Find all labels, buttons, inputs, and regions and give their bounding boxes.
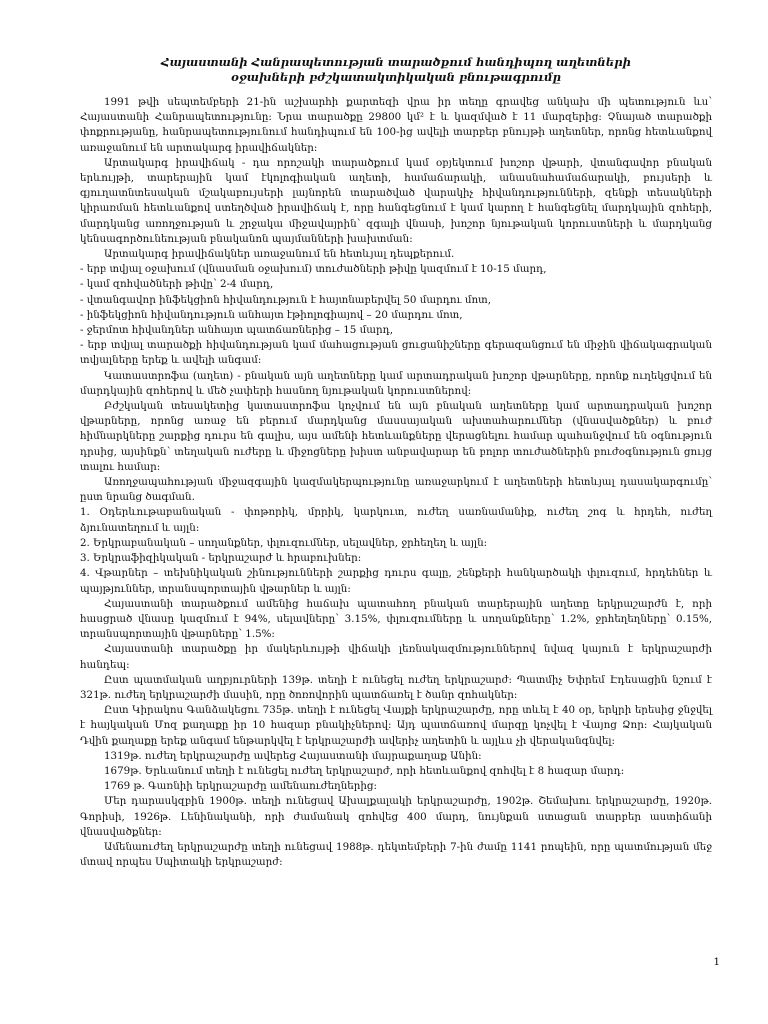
- document-body: [80, 95, 712, 870]
- paragraph: Կատաստրոֆա (աղետ) - բնական այն աղետները կամ արտադրական խոշոր վթարները, որոնք ուղեկցվում են մարդկային զոհերով և մեծ չափերի հասնող նյութական կորուստներով:: [80, 369, 712, 397]
- paragraph: 3. Երկրաֆիզիկական - երկրաշարժ և հրաբուխներ:: [80, 552, 362, 565]
- paragraph: 1991 թվի սեպտեմբերի 21-ին աշխարհի քարտեզի վրա իր տեղը գրավեց անկախ մի պետություն ևս՝ Հայաստանի Հանրապետությունը: Նրա տարածքը 29800 կմ² է և կազմված է 11 մարզերից: Չնայած տարածքի փոքրությանը, հանրապետությունում հանդիպում են 100-ից ավելի տարբեր բնույթի աղետներ, որոնց հետևանքով առաջանում են արտակարգ իրավիճակներ:: [80, 96, 712, 154]
- paragraph: Ամենաուժեղ երկրաշարժը տեղի ունեցավ 1988թ. դեկտեմբերի 7-ին ժամը 1141 րոպեին, որը պատմության մեջ մտավ որպես Սպիտակի երկրաշարժ:: [80, 840, 712, 869]
- paragraph: Բժշկական տեսակետից կատաստրոֆա կոչվում են այն բնական աղետները կամ արտադրական խոշոր վթարները, որոնց առաջ են բերում մարդկանց մասսայական ախտահարումներ (վնասվածքներ) և բուժ հիմնարկները շարքից դուրս են գալիս, այս ամենի հետևանքները վերացնելու համար պահանջվում են օգնություն դրսից, այսինքն՝ տեղական ուժերը և միջոցները խիստ անբավարար են բոլոր տուժածներին բուժօգնություն ցույց տալու համար:: [80, 400, 712, 473]
- paragraph: 1319թ. ուժեղ երկրաշարժը ավերեց Հայաստանի մայրաքաղաք Անին:: [104, 749, 482, 762]
- page-number: 1: [713, 956, 720, 968]
- paragraph: 1. Օդերևութաբանական - փոթորիկ, մրրիկ, կարկուտ, ուժեղ սառնամանիք, ուժեղ շոգ և հրդեհ, ուժեղ ձյունատեղում և այլն:: [80, 506, 712, 534]
- paragraph: Ըստ պատմական աղբյուրների 139թ. տեղի է ունեցել ուժեղ երկրաշարժ: Պատմիչ Եփրեմ Էդեսացին նշում է 321թ. ուժեղ երկրաշարժի մասին, որը ծոռովորին պատճառել է ծանր զոհակներ:: [80, 673, 712, 701]
- paragraph: - վտանգավոր ինֆեկցիոն հիվանդություն է հայտնաբերվել 50 մարդու մոտ,: [80, 293, 492, 306]
- title-line-1: Հայաստանի Հանրապետության տարածքում հանդիպող աղետների: [161, 55, 631, 69]
- paragraph: Մեր դարասկզբին 1900թ. տեղի ունեցավ Ախալքալակի երկրաշարժը, 1902թ. Շեմախու երկրաշարժը, 1920թ. Գորիսի, 1926թ. Լենինականի, որի ժամանակ զոհվեց 400 մարդ, նույնքան ստացան տարբեր աստիճանի վնասվածքներ:: [80, 795, 712, 838]
- paragraph: - երբ տվյալ օջախում (վնասման օջախում) տուժածների թիվը կազմում է 10-15 մարդ,: [80, 263, 547, 276]
- paragraph: 1769 թ. Գառնիի երկրաշարժը ամենաուժեղներից:: [104, 780, 377, 793]
- paragraph: 4. Վթարներ – տեխնիկական շինությունների շարքից դուրս գալը, շենքերի հանկարծակի փլուզում, հրդեհներ և պայթյուններ, տրանսպորտային վթարներ և այլն:: [80, 567, 712, 595]
- title-line-2: օջախների բժշկատակտիկական բնութագրումը: [230, 70, 562, 84]
- paragraph: - ինֆեկցիոն հիվանդություն անհայտ էթիոլոգիայով – 20 մարդու մոտ,: [80, 308, 463, 321]
- paragraph: Հայաստանի տարածքում ամենից հաճախ պատահող բնական տարերային աղետը երկրաշարժն է, որի հասցրած վնասը կազմում է 94%, սելավները՝ 3.15%, փլուզումները և սողանքները՝ 1.2%, ջրհեղեղները՝ 0.15%, տրանսպորտային վթարները՝ 1.5%:: [80, 597, 712, 641]
- paragraph: Ըստ Կիրակոս Գանձակեցու 735թ. տեղի է ունեցել Վայքի երկրաշարժը, որը տևել է 40 օր, երկրի երեսից ջնջվել է հայկական Մոզ քաղաքը իր 10 հազար բնակիչներով: Այդ պատճառով մարզը կոչվել է Վայոց Ձոր: Հայկական Դվին քաղաքը երեք անգամ ենթարկվել է երկրաշարժի ավերիչ աղետին և այլևս չի վերականգնվել:: [80, 704, 712, 747]
- paragraph: 2. Երկրաբանական – սողանքներ, փլուզումներ, սելավներ, ջրհեղեղ և այլն:: [80, 536, 488, 549]
- paragraph: Հայաստանի տարածքը իր մակերևույթի վիճակի լեռնակազմություններով նվազ կայուն է երկրաշարժի հանդեպ:: [80, 643, 712, 671]
- paragraph: Արտակարգ իրավիճակներ առաջանում են հետևյալ դեպքերում.: [104, 248, 455, 261]
- paragraph: 1679թ. Երևանում տեղի է ունեցել ուժեղ երկրաշարժ, որի հետևանքով զոհվել է 8 հազար մարդ:: [104, 764, 625, 777]
- paragraph: - ջերմոտ հիվանդներ անհայտ պատճառներից – 15 մարդ,: [80, 324, 394, 337]
- paragraph: - երբ տվյալ տարածքի հիվանդության կամ մահացության ցուցանիշները գերազանցում են միջին վիճակագրական տվյալները երեք և ավելի անգամ:: [80, 339, 712, 367]
- document-title: [80, 55, 712, 85]
- document-page: [80, 55, 712, 870]
- paragraph: - կամ զոհվածների թիվը՝ 2-4 մարդ,: [80, 278, 274, 291]
- paragraph: Արտակարգ իրավիճակ - դա որոշակի տարածքում կամ օբյեկտում խոշոր վթարի, վտանգավոր բնական երևույթի, տարերային կամ էկոլոգիական աղետի, համաճարակի, անասնահամաճարակի, բույսերի և գյուղատնտեսական մշակաբույսերի լայնորեն տարածված վարակիչ հիվանդությունների, զենքի տեսակների կիրառման հետևանքով ստեղծված իրավիճակ է, որը հանգեցնում է կամ կարող է հանգեցնել մարդկային զոհերի, մարդկանց առողջության և շրջակա միջավայրին՝ զգալի վնասի, խոշոր նյութական կորուստների և մարդկանց կենսագործունեության բնականոն պայմանների խախտման:: [80, 156, 712, 245]
- paragraph: Առողջապահության միջազգային կազմակերպությունը առաջարկում է աղետների հետևյալ դասակարգումը՝ ըստ նրանց ծագման.: [80, 476, 712, 504]
